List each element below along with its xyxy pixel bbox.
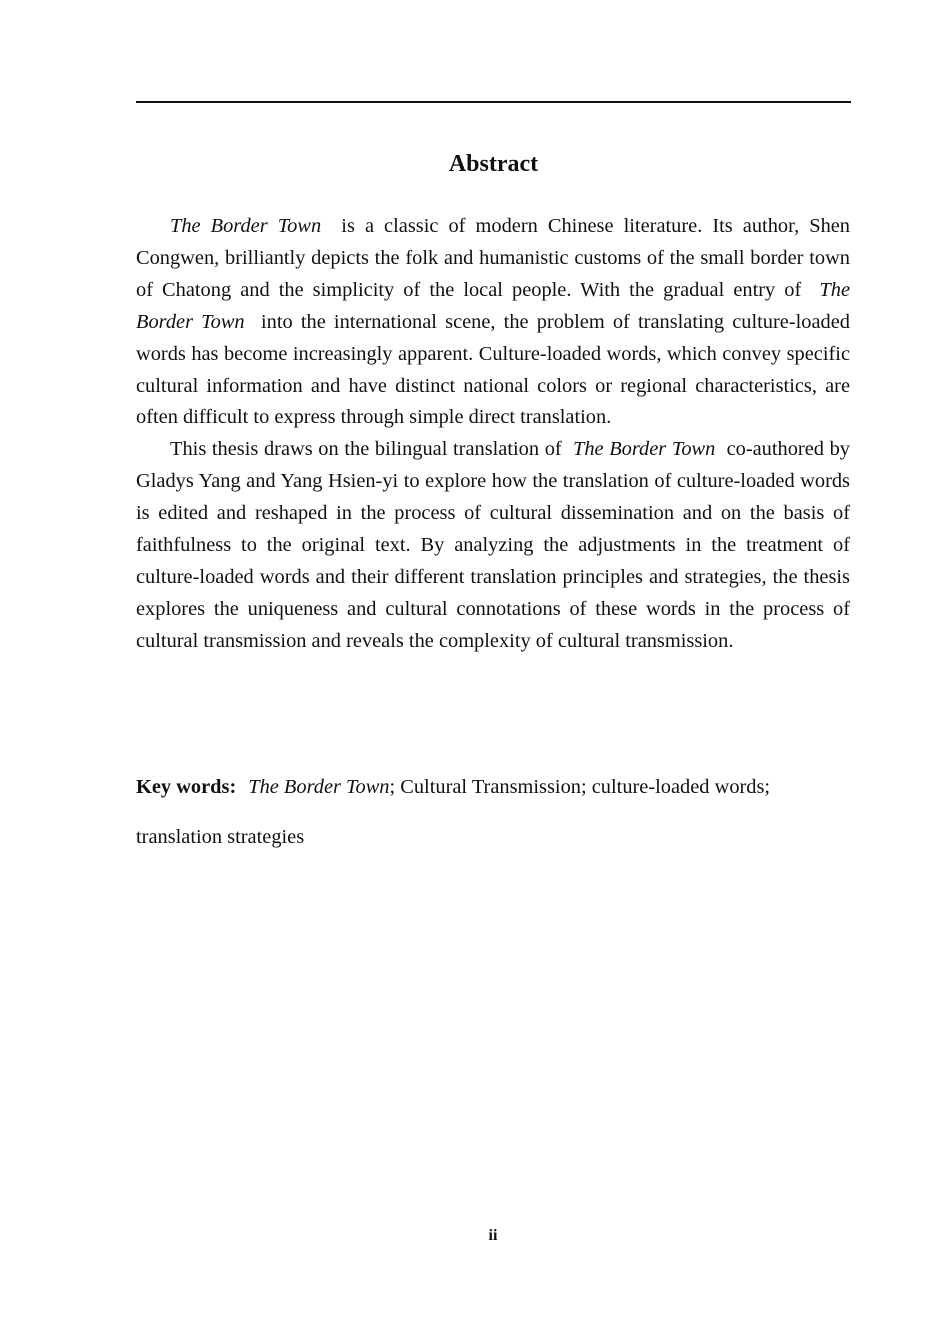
paragraph-text: This thesis draws on the bilingual translation of (170, 438, 562, 461)
work-title: The Border Town (170, 215, 322, 237)
header-rule (136, 101, 851, 103)
keyword-work-title: The Border Town (248, 776, 390, 798)
keywords-label: Key words: (136, 776, 237, 798)
paragraph-text: co-authored by Gladys Yang and Yang Hsien-yi to explore how the translation of culture-loaded words is edited and reshaped in the process of cultural dissemination and on the basis of faithfulness to the original text. By analyzing the adjustments in the treatment of culture-loaded words and their different translation principles and strategies, the thesis explores the uniqueness and cultural connotations of these words in the process of cultural transmission and reveals the complexity of cultural transmission. (136, 438, 850, 652)
abstract-body (136, 211, 850, 658)
keywords-line (136, 762, 850, 862)
abstract-paragraph-1 (136, 211, 850, 434)
page-number: ii (488, 1227, 498, 1244)
work-title: The Border Town (572, 438, 716, 461)
keywords-list: ; Cultural Transmission; culture-loaded words; translation strategies (136, 776, 771, 848)
work-title: The Border Town (136, 278, 850, 333)
abstract-paragraph-2 (136, 434, 850, 657)
paragraph-text: is a classic of modern Chinese literature. Its author, Shen Congwen, brilliantly depicts the folk and humanistic customs of the small border town of Chatong and the simplicity of the local people. With the gradual entry of (136, 215, 851, 301)
abstract-title: Abstract (448, 151, 539, 177)
paragraph-text: into the international scene, the problem of translating culture-loaded words has become increasingly apparent. Culture-loaded words, which convey specific cultural information and have distinct national colors or regional characteristics, are often difficult to express through simple direct translation. (136, 310, 850, 429)
